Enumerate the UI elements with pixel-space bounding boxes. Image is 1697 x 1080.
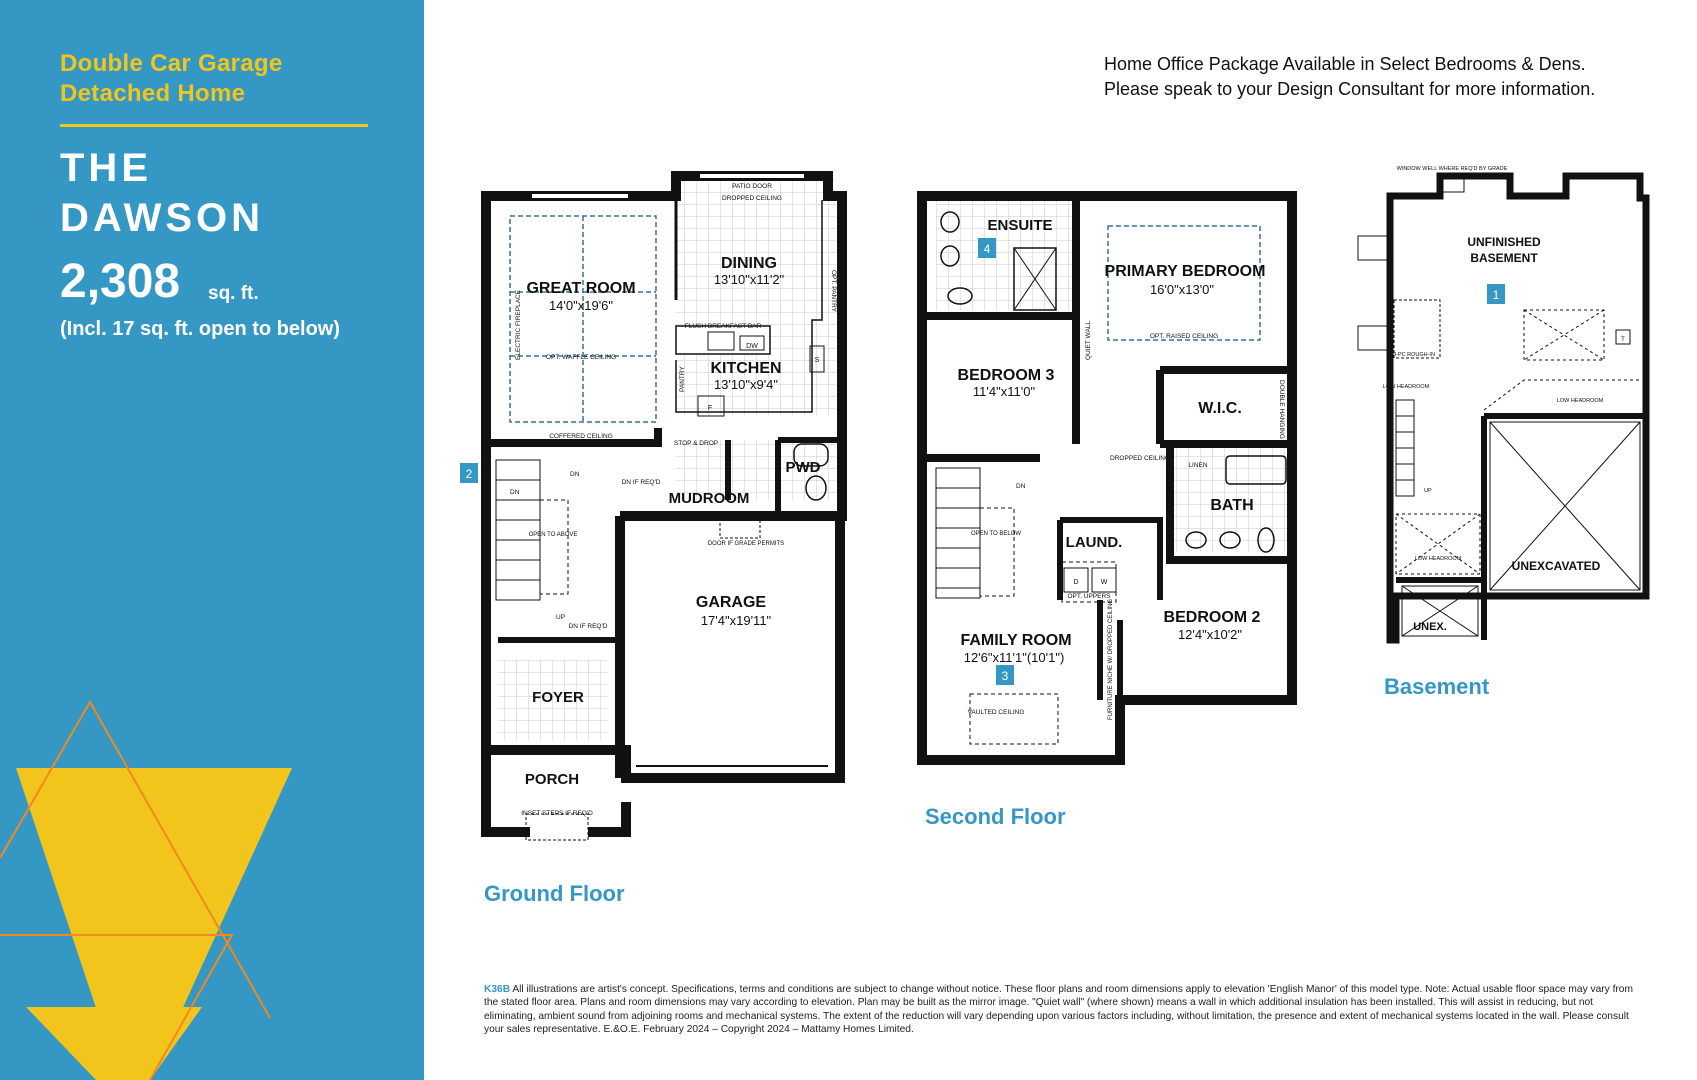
ground-floor-title: Ground Floor [484, 881, 625, 906]
coffered-label: COFFERED CEILING [549, 433, 613, 440]
unex-label: UNEX. [1413, 621, 1447, 633]
second-floor-title: Second Floor [925, 804, 1066, 829]
inset-steps-label: INSET STEPS IF REQ'D [521, 810, 593, 817]
ground-stairs [496, 460, 568, 600]
basement-up-label: UP [1424, 488, 1432, 494]
furniture-niche-label: FURNITURE NICHE W/ DROPPED CEILING [1108, 598, 1114, 720]
kitchen-dim: 13'10"x9'4" [713, 377, 779, 392]
family-label: FAMILY ROOM [960, 632, 1072, 649]
low-headroom-x [1396, 514, 1480, 574]
bedroom3-dim: 11'4"x11'0" [972, 384, 1036, 399]
low-headroom-area [1396, 514, 1480, 574]
home-type-line2: Detached Home [60, 80, 246, 107]
bedroom2-label: BEDROOM 2 [1163, 609, 1261, 626]
rough-in-label: 3-PC ROUGH-IN [1393, 352, 1435, 358]
inset-steps [526, 814, 588, 840]
mech-x [1524, 310, 1604, 360]
vaulted-outline [967, 694, 1058, 744]
model-title-line1: THE [60, 146, 152, 190]
opt-uppers-label: OPT. UPPERS [1067, 593, 1111, 600]
ensuite-label: ENSUITE [987, 217, 1053, 234]
dn-label-2: DN [510, 489, 520, 496]
open-to-below-label: OPEN TO BELOW [970, 531, 1022, 537]
stove-label: S [814, 357, 820, 364]
coffered-outline [510, 216, 656, 422]
laundry-wall [1060, 520, 1160, 600]
area-unit: sq. ft. [208, 283, 259, 304]
basement-title: Basement [1384, 674, 1490, 699]
low-headroom-label-3: LOW HEADROOM [1556, 398, 1604, 404]
door-if-grade-label: DOOR IF GRADE PERMITS [707, 541, 785, 547]
flush-bar-label: FLUSH BREAKFAST BAR [684, 323, 762, 330]
headroom-line [1484, 380, 1640, 410]
second-dn-label: DN [1016, 483, 1026, 490]
open-to-above-label: OPEN TO ABOVE [528, 532, 578, 538]
unexcavated-label: UNEXCAVATED [1511, 559, 1601, 573]
area-value: 2,308 [60, 255, 181, 308]
dn-if-reqd-label: DN IF REQ'D [621, 479, 661, 486]
linen-label: LINEN [1188, 462, 1208, 469]
family-dim: 12'6"x11'1"(10'1") [963, 650, 1065, 665]
dropped-label: DROPPED CEILING [1110, 455, 1170, 462]
low-headroom-label-2: LOW HEADROOM [1414, 556, 1462, 562]
bath-label: BATH [1210, 497, 1254, 514]
mudroom-label: MUDROOM [668, 490, 750, 507]
pantry-label: PANTRY [679, 366, 686, 392]
window-well-2 [1358, 326, 1390, 350]
porch-label: PORCH [524, 771, 580, 788]
dresser-niche-label: DRESSER NICHE W/ DROPPED CEILING [1076, 194, 1082, 310]
dw-label: DW [746, 343, 758, 350]
pwd-label: PWD [785, 459, 821, 476]
garage-dim: 17'4"x19'11" [700, 613, 772, 628]
patio-door-label: PATIO DOOR [732, 183, 772, 190]
window-well-label: WINDOW WELL WHERE REQ'D BY GRADE [1396, 166, 1508, 172]
foyer-label: FOYER [532, 689, 584, 706]
kitchen-label: KITCHEN [710, 360, 782, 377]
low-headroom-label: LOW HEADROOM [1382, 384, 1430, 390]
dining-dim: 13'10"x11'2" [713, 272, 785, 287]
dropped-ceiling-label: DROPPED CEILING [722, 195, 782, 202]
great-room-dim: 14'0"x19'6" [548, 298, 614, 313]
bedroom2-dim: 12'4"x10'2" [1177, 627, 1243, 642]
garage-label: GARAGE [695, 594, 767, 611]
model-title-line2: DAWSON [60, 196, 264, 240]
opt-raised-label: OPT. RAISED CEILING [1149, 333, 1219, 340]
tank-label: T [1621, 337, 1625, 343]
dn-label: DN [570, 471, 580, 478]
notice-line1: Home Office Package Available in Select Bedrooms & Dens. [1104, 54, 1586, 74]
fridge-label: F [707, 405, 713, 412]
vaulted-label: VAULTED CEILING [967, 709, 1025, 716]
home-type-line1: Double Car Garage [60, 50, 283, 77]
notice-line2: Please speak to your Design Consultant for more information. [1104, 79, 1596, 99]
primary-label: PRIMARY BEDROOM [1104, 263, 1266, 280]
basement-stairs [1396, 400, 1414, 496]
double-hanging-label: DOUBLE HANGING [1278, 380, 1285, 439]
garage-wall [620, 516, 840, 778]
opt-pantry-label: OPT. PANTRY [830, 270, 837, 313]
area-note: (Incl. 17 sq. ft. open to below) [60, 318, 341, 340]
wic-label: W.I.C. [1198, 400, 1242, 417]
dn-if-reqd-label-2: DN IF REQ'D [568, 623, 608, 630]
marker-4-label: 4 [983, 242, 991, 256]
unfinished-label-1: UNFINISHED [1467, 235, 1541, 249]
bedroom3-label: BEDROOM 3 [957, 367, 1055, 384]
quiet-wall-label: QUIET WALL [1085, 320, 1092, 360]
washer-label: W [1100, 579, 1108, 586]
basement-labels [1383, 166, 1625, 633]
disclaimer [484, 983, 1642, 1037]
disclaimer-text: All illustrations are artist's concept. Specifications, terms and conditions are subject to change without notice. These floor plans and room dimensions apply to elevation 'English Manor' of this model type. Note: Actual usable floor space may vary from the stated floor area. Plans and room dimensions may vary according to elevation. Plan may be built as the mirror image. "Quiet wall" (where shown) means a wall in which additional insulation has been installed. This will assist in reducing, but not eliminating, ambient sound from adjoining rooms and mechanical systems. The extent of the reduction will vary depending upon various factors including, without limitation, the presence and extent of mechanical systems located in the wall. Please consult your sales representative. E.&O.E. February 2024 – Copyright 2024 – Mattamy Homes Limited. [484, 984, 1633, 1036]
primary-dim: 16'0"x13'0" [1149, 282, 1215, 297]
opt-waffle-label: OPT. WAFFLE CEILING [545, 354, 617, 361]
door-if-grade [720, 520, 760, 538]
window-well-1 [1358, 236, 1390, 260]
rough-in-area [1394, 300, 1440, 358]
up-label: UP [556, 614, 566, 621]
great-room-label: GREAT ROOM [526, 280, 636, 297]
electric-fp-label: ELECTRIC FIREPLACE [515, 289, 522, 360]
model-code: K36B [484, 984, 511, 995]
window-well-top [1440, 178, 1464, 192]
stop-drop-label: STOP & DROP [673, 440, 719, 447]
marker-2-label: 2 [465, 467, 473, 481]
dryer-label: D [1073, 579, 1079, 586]
coffered-grid [510, 216, 656, 422]
laund-label: LAUND. [1065, 534, 1123, 551]
dining-label: DINING [721, 255, 777, 272]
marker-3-label: 3 [1001, 669, 1009, 683]
marker-1-label: 1 [1492, 288, 1500, 302]
unfinished-label-2: BASEMENT [1470, 251, 1538, 265]
porch-wall [486, 750, 626, 832]
